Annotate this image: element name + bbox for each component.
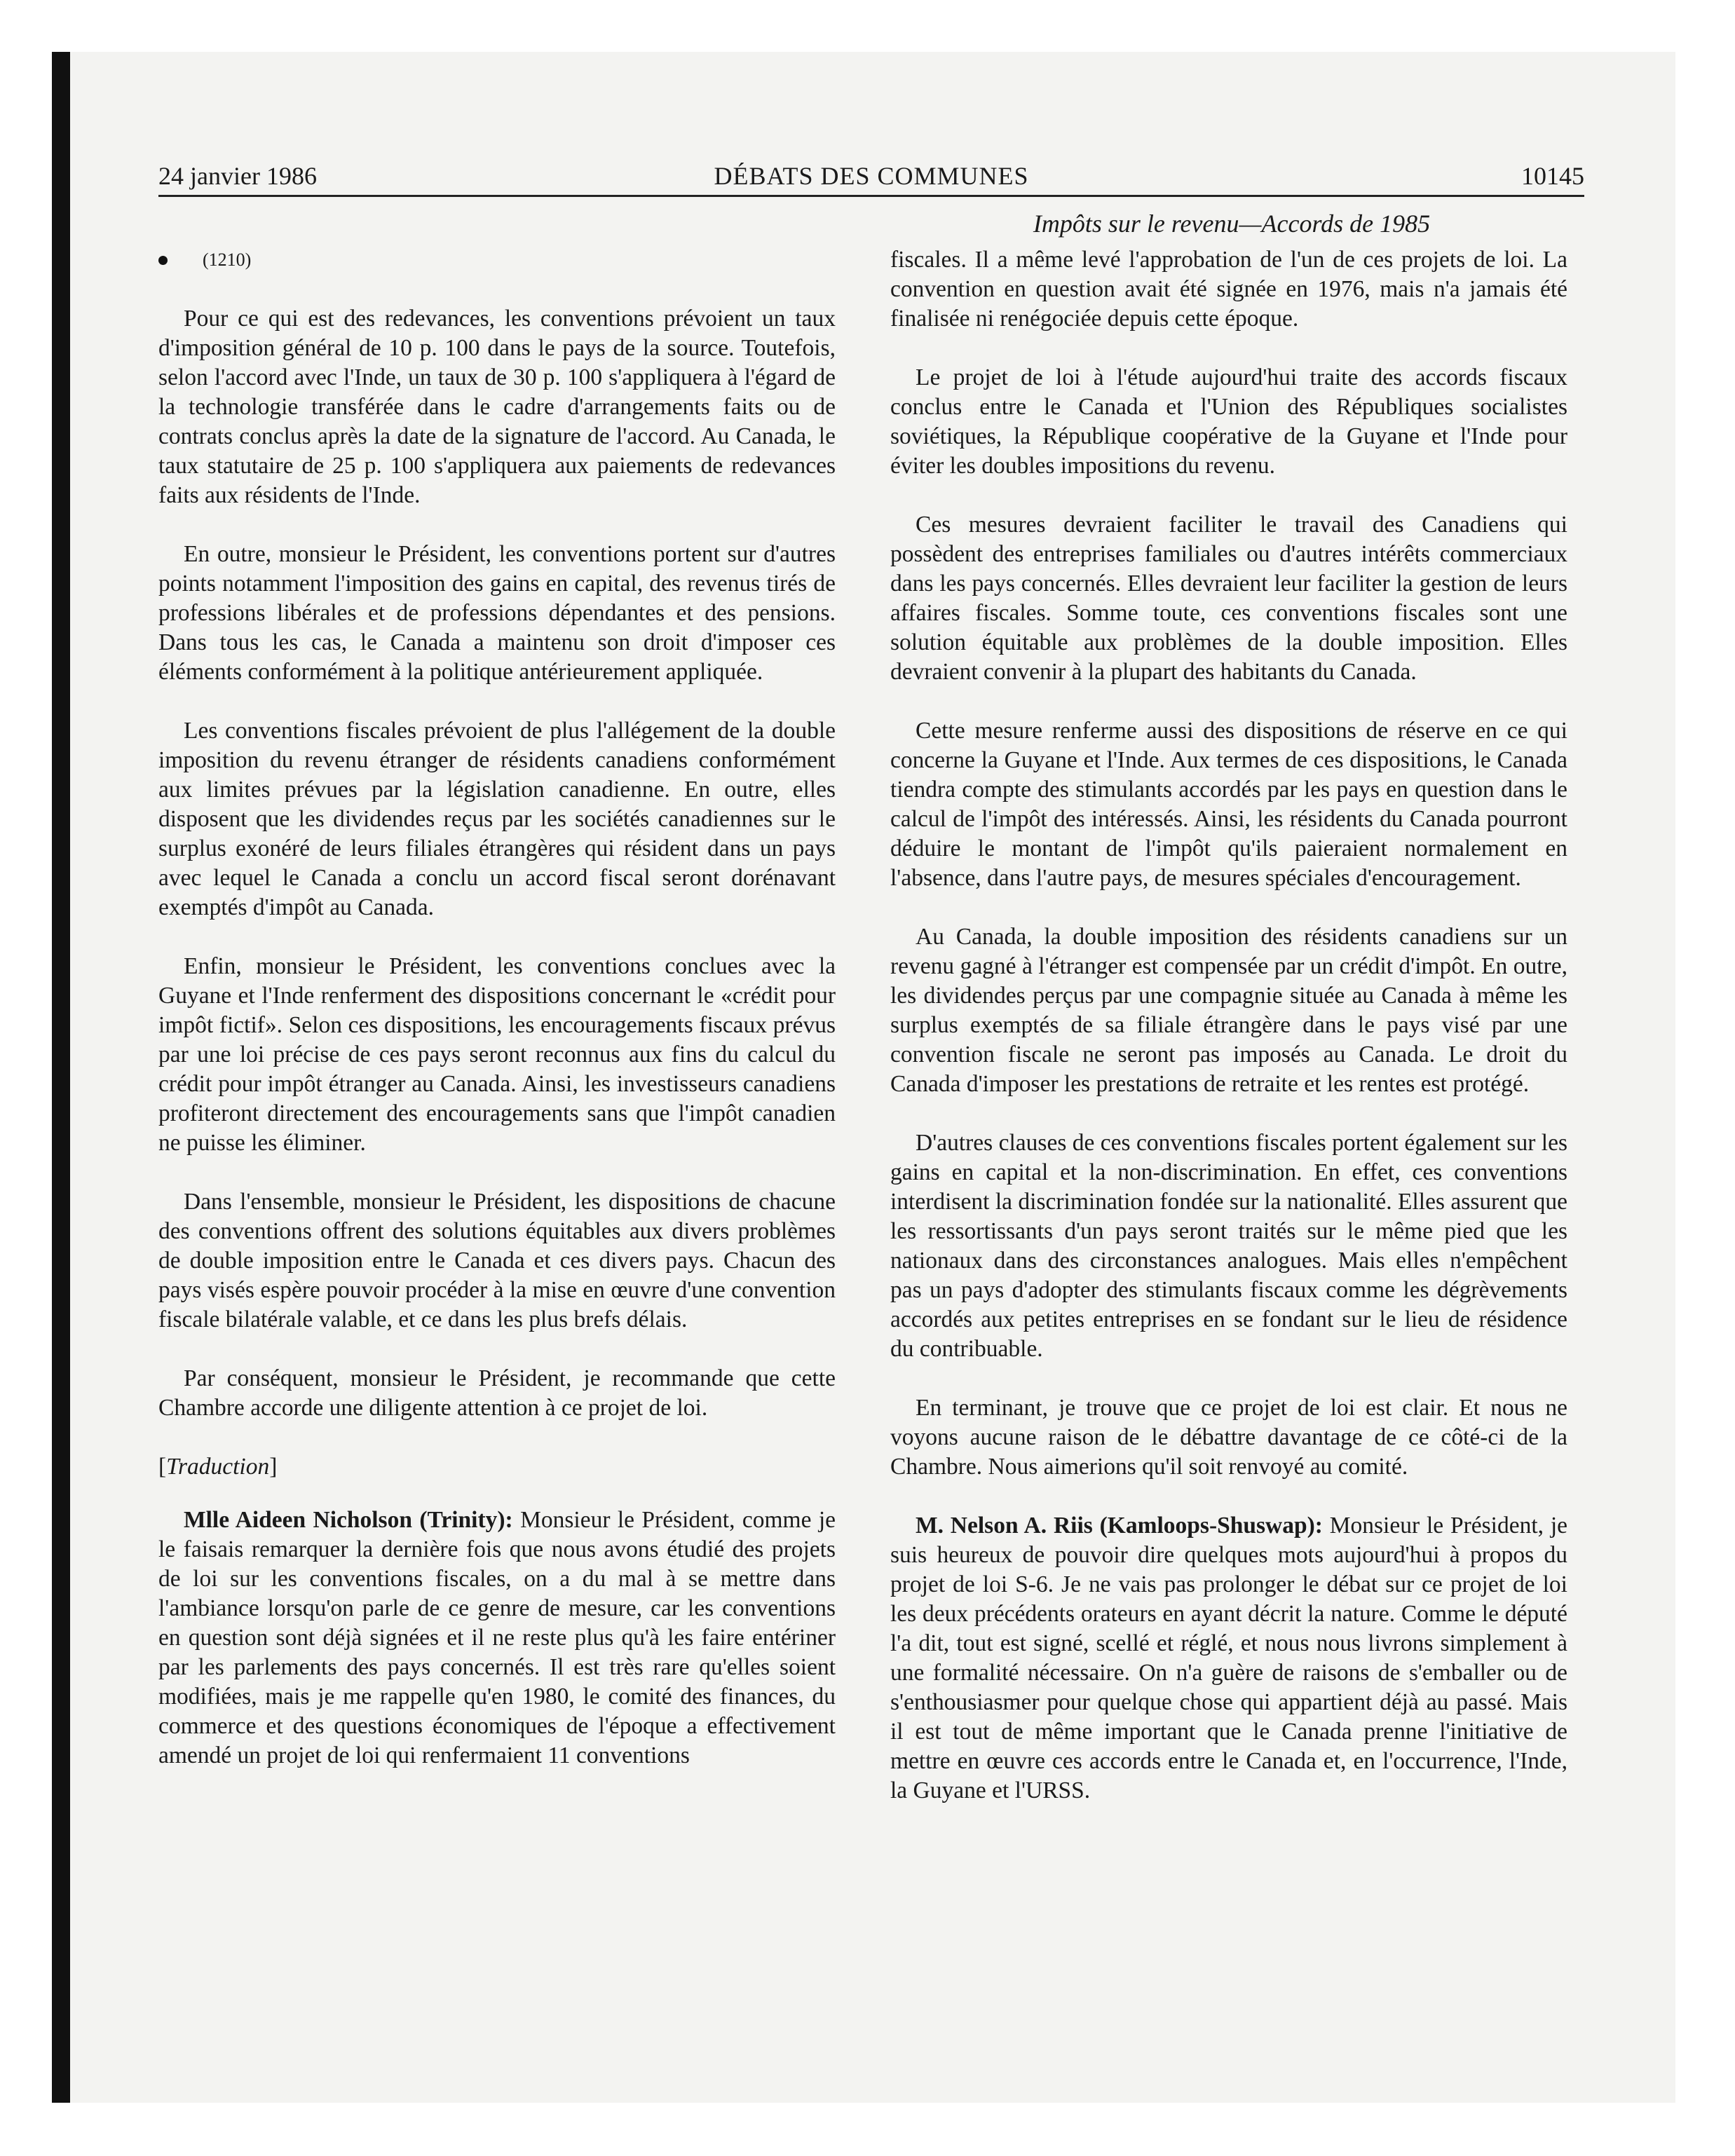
translation-note-word: Traduction <box>166 1454 270 1480</box>
continuation-paragraph: fiscales. Il a même levé l'approbation de l'un de ces projets de loi. La convention en question avait été signée en 1976, mais n'a jamais été finalisée ni renégociée depuis cette époque. <box>890 247 1567 332</box>
paragraph: D'autres clauses de ces conventions fiscales portent également sur les gains en capital et la non-discrimination. En effet, ces conventions interdisent la discrimination fondée sur la nationalité. Elles assurent que les ressortissants d'un pays seront traités sur le même pied que les nationaux dans des circonstances analogues. Mais elles n'empêchent pas un pays d'adopter des stimulants fiscaux comme les dégrèvements accordés aux petites entreprises en se fondant sur le lieu de résidence du contribuable. <box>890 1130 1567 1362</box>
header-title: DÉBATS DES COMMUNES <box>714 162 1029 190</box>
speech-paragraph <box>890 1511 1567 1806</box>
translation-note <box>158 1452 836 1482</box>
left-column <box>158 245 836 1800</box>
time-marker <box>158 245 836 275</box>
speaker-name: Mlle Aideen Nicholson (Trinity): <box>184 1507 513 1533</box>
speech-text: Monsieur le Président, comme je le faisais remarquer la dernière fois que nous avons étudié des projets de loi sur les conventions fiscales, on a du mal à se mettre dans l'ambiance lorsqu'on parle de ce genre de mesure, car les conventions en question sont déjà signées et il ne reste plus qu'à les faire entériner par les parlements des pays concernés. Il est très rare qu'elles soient modifiées, mais je me rappelle qu'en 1980, le comité des finances, du commerce et des questions économiques de l'époque a effectivement amendé un projet de loi qui renfermaient 11 conventions <box>158 1507 836 1768</box>
speech-text: Monsieur le Président, je suis heureux de pouvoir dire quelques mots aujourd'hui à propos du projet de loi S-6. Je ne vais pas prolonger le débat sur ce projet de loi les deux précédents orateurs en ayant décrit la nature. Comme le député l'a dit, tout est signé, scellé et réglé, et nous nous livrons simplement à une formalité nécessaire. On n'a guère de raisons de s'emballer ou de s'enthousiasmer pour quelque chose qui appartient déjà au passé. Mais il est tout de même important que le Canada prenne l'initiative de mettre en œuvre ces accords entre le Canada et, en l'occurrence, l'Inde, la Guyane et l'URSS. <box>890 1513 1567 1803</box>
paragraph: Ces mesures devraient faciliter le travail des Canadiens qui possèdent des entreprises familiales ou d'autres intérêts commerciaux dans les pays concernés. Elles devraient leur faciliter la gestion de leurs affaires fiscales. Somme toute, ces conventions fiscales sont une solution équitable aux problèmes de la double imposition. Elles devraient convenir à la plupart des habitants du Canada. <box>890 512 1567 685</box>
paragraph: Pour ce qui est des redevances, les conventions prévoient un taux d'imposition général de 10 p. 100 dans le pays de la source. Toutefois, selon l'accord avec l'Inde, un taux de 30 p. 100 s'appliquera à l'égard de la technologie transférée dans le cadre d'arrangements faits ou de contrats conclus après la date de la signature de l'accord. Au Canada, le taux statutaire de 25 p. 100 s'appliquera aux paiements de redevances faits aux résidents de l'Inde. <box>158 306 836 508</box>
speech-paragraph <box>158 1506 836 1770</box>
page-number: 10145 <box>1521 162 1584 190</box>
binding-edge <box>52 52 70 2103</box>
paragraph: Le projet de loi à l'étude aujourd'hui traite des accords fiscaux conclus entre le Canada et l'Union des Républiques socialistes soviétiques, la République coopérative de la Guyane et l'Inde pour éviter les doubles impositions du revenu. <box>890 364 1567 479</box>
paragraph: En terminant, je trouve que ce projet de loi est clair. Et nous ne voyons aucune raison de le débattre davantage de ce côté-ci de la Chambre. Nous aimerions qu'il soit renvoyé au comité. <box>890 1395 1567 1480</box>
paragraph: En outre, monsieur le Président, les conventions portent sur d'autres points notamment l'imposition des gains en capital, des revenus tirés de professions libérales et de professions dépendantes et des pensions. Dans tous les cas, le Canada a maintenu son droit d'imposer ces éléments conformément à la politique antérieurement appliquée. <box>158 541 836 685</box>
paragraph: Enfin, monsieur le Président, les conventions conclues avec la Guyane et l'Inde renferment des dispositions concernant le «crédit pour impôt fictif». Selon ces dispositions, les encouragements fiscaux prévus par une loi précise de ces pays seront reconnus aux fins du calcul du crédit pour impôt étranger au Canada. Ainsi, les investisseurs canadiens profiteront directement des encouragements sans que l'impôt canadien ne puisse les éliminer. <box>158 953 836 1156</box>
speaker-name: M. Nelson A. Riis (Kamloops-Shuswap): <box>916 1513 1323 1538</box>
paragraph: Au Canada, la double imposition des résidents canadiens sur un revenu gagné à l'étranger est compensée par un crédit d'impôt. En outre, les dividendes perçus par une compagnie située au Canada à même les surplus exemptés de sa filiale étrangère dans le pays visé par une convention fiscale ne seront pas imposés au Canada. Le droit du Canada d'imposer les prestations de retraite et les rentes est protégé. <box>890 924 1567 1097</box>
right-column <box>890 245 1567 1835</box>
bullet-icon <box>158 256 168 265</box>
bracket-open: [ <box>158 1454 167 1480</box>
header-date: 24 janvier 1986 <box>158 162 317 190</box>
paragraph: Cette mesure renferme aussi des dispositions de réserve en ce qui concerne la Guyane et l'Inde. Aux termes de ces dispositions, le Canada tiendra compte des stimulants accordés par les pays en question dans le calcul de l'impôt des intéressés. Ainsi, les résidents du Canada pourront déduire le montant de l'impôt qu'ils paieraient normalement en l'absence, dans l'autre pays, de mesures spéciales d'encouragement. <box>890 718 1567 891</box>
paragraph: Par conséquent, monsieur le Président, je recommande que cette Chambre accorde une diligente attention à ce projet de loi. <box>158 1365 836 1421</box>
paragraph: Dans l'ensemble, monsieur le Président, les dispositions de chacune des conventions offrent des solutions équitables aux divers problèmes de double imposition entre le Canada et ces divers pays. Chacun des pays visés espère pouvoir procéder à la mise en œuvre d'une convention fiscale bilatérale valable, et ce dans les plus brefs délais. <box>158 1189 836 1332</box>
paragraph: Les conventions fiscales prévoient de plus l'allégement de la double imposition du revenu étranger de résidents canadiens conformément aux limites prévues par la législation canadienne. En outre, elles disposent que les dividendes reçus par les sociétés canadiennes sur le surplus exonéré de leurs filiales étrangères qui résident dans un pays avec lequel le Canada a conclu un accord fiscal seront dorénavant exemptés d'impôt au Canada. <box>158 718 836 920</box>
bracket-close: ] <box>269 1454 278 1480</box>
time-marker-label: (1210) <box>203 250 252 270</box>
page-header <box>158 158 1584 197</box>
section-subheading: Impôts sur le revenu—Accords de 1985 <box>1033 210 1431 238</box>
